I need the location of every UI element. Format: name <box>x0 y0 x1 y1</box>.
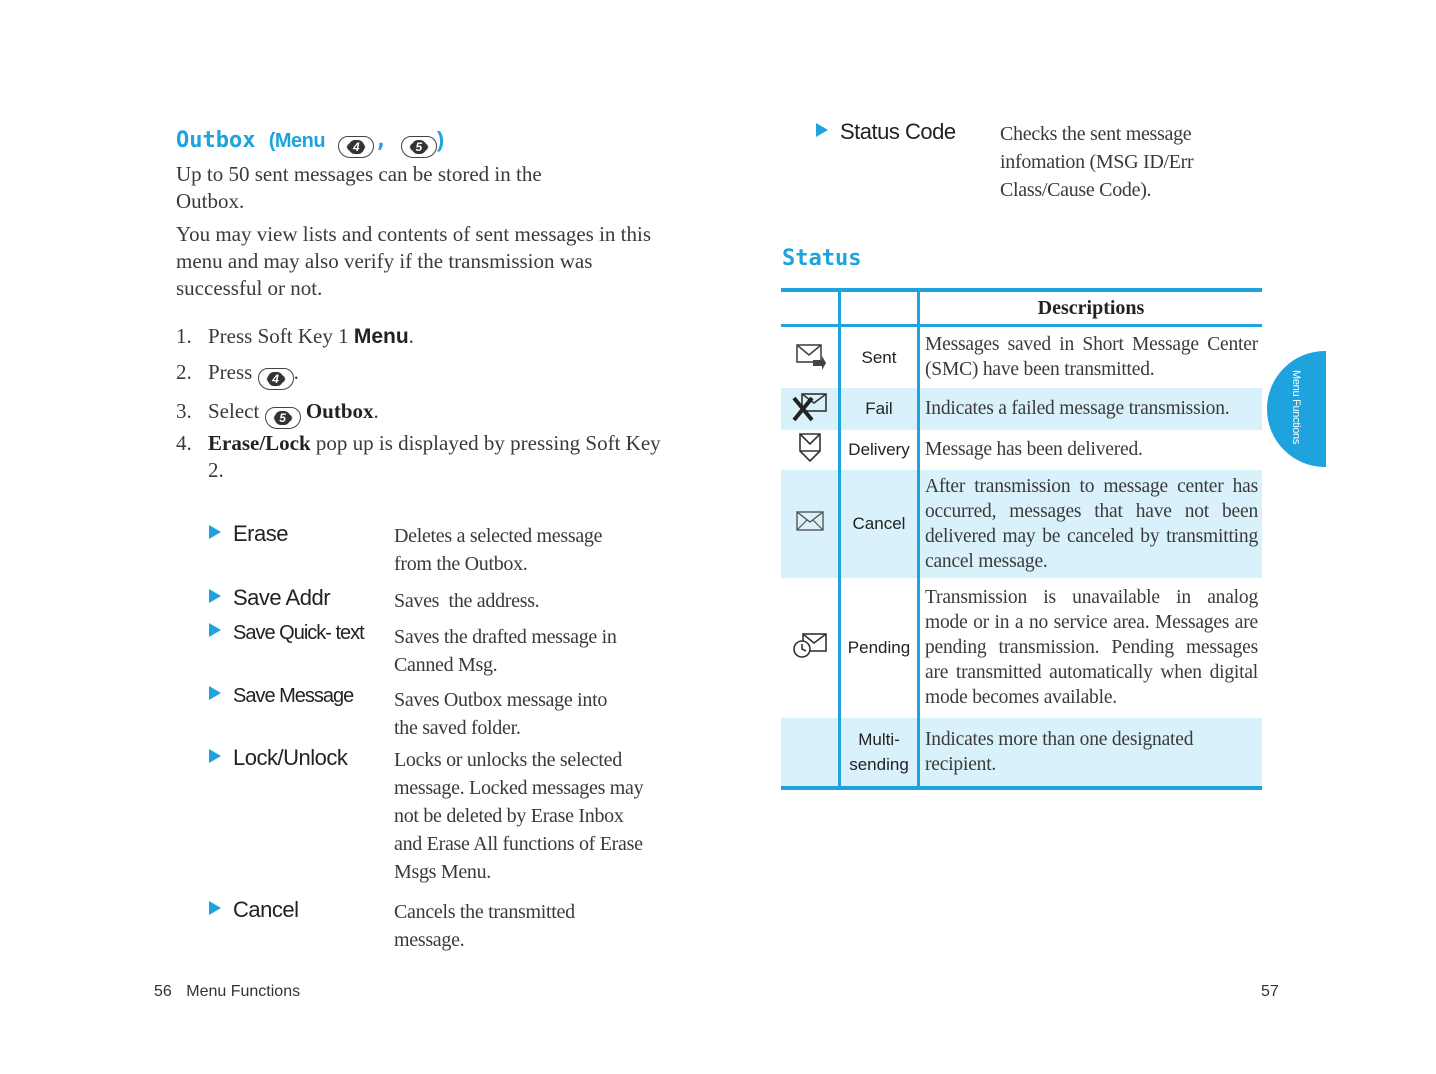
option-save-quick-text-desc: Saves the drafted message in Canned Msg. <box>394 626 617 676</box>
option-lock-unlock-desc: Locks or unlocks the selected message. Locked messages may not be deleted by Erase Inbox and Erase All functions of Erase Msgs Menu. <box>394 749 644 883</box>
status-desc-sent: Messages saved in Short Message Center (SMC) have been transmitted. <box>925 334 1258 381</box>
outbox-heading <box>176 127 444 158</box>
key-4-icon: 4 <box>258 368 294 390</box>
status-name-pending: Pending <box>840 578 919 718</box>
option-save-quick-text-label: Save Quick- text <box>209 622 364 645</box>
arrow-right-icon <box>209 686 221 700</box>
step-3: 3. Select 5 Outbox. <box>176 398 636 429</box>
key-5-icon: 5 <box>265 407 301 429</box>
delivery-envelope-icon <box>795 431 825 463</box>
status-desc-pending: Transmission is unavailable in analog mode or in a no service area. Messages are pending transmission. Pending messages are transmitted automatically when digital mode becomes available. <box>925 587 1258 708</box>
intro-paragraph-1: Up to 50 sent messages can be stored in the Outbox. <box>176 162 542 213</box>
cancel-envelope-icon <box>795 509 825 533</box>
sent-envelope-icon <box>794 340 826 370</box>
table-row <box>781 718 1262 788</box>
key-4-icon: 4 <box>338 136 374 158</box>
arrow-right-icon <box>209 589 221 603</box>
option-save-addr-desc: Saves the address. <box>394 590 540 612</box>
status-name-delivery: Delivery <box>840 430 919 470</box>
status-table <box>781 288 1262 790</box>
table-header-row <box>781 290 1262 326</box>
step-2: 2. Press 4 . <box>176 359 636 390</box>
status-code-label: Status Code <box>816 119 956 145</box>
heading-comma: , <box>374 128 388 153</box>
status-desc-cancel: After transmission to message center has occurred, messages that have not been delivered may be canceled by transmitting cancel message. <box>919 470 1263 578</box>
option-erase-label: Erase <box>209 521 288 547</box>
table-header-descriptions: Descriptions <box>919 290 1263 326</box>
status-name-cancel: Cancel <box>840 470 919 578</box>
pending-envelope-icon <box>792 630 828 660</box>
option-lock-unlock-label: Lock/Unlock <box>209 745 347 771</box>
arrow-right-icon <box>209 525 221 539</box>
option-save-message-desc: Saves Outbox message into the saved folder. <box>394 689 608 739</box>
option-cancel-desc: Cancels the transmitted message. <box>394 901 575 951</box>
option-erase-desc: Deletes a selected message from the Outbox. <box>394 525 603 575</box>
table-row <box>781 430 1262 470</box>
status-code-desc: Checks the sent message infomation (MSG ID/Err Class/Cause Code). <box>1000 123 1194 201</box>
arrow-right-icon <box>816 123 828 137</box>
arrow-right-icon <box>209 901 221 915</box>
table-row <box>781 388 1262 430</box>
status-name-sent: Sent <box>840 326 919 388</box>
arrow-right-icon <box>209 623 221 637</box>
status-desc-delivery: Message has been delivered. <box>925 439 1143 460</box>
right-page-number: 57 <box>1261 983 1279 1000</box>
intro-paragraph-2: You may view lists and contents of sent messages in this menu and may also verify if the transmission was successful or not. <box>176 222 652 300</box>
step-1: 1. Press Soft Key 1 Menu. <box>176 324 414 348</box>
step-4: 4. Erase/Lock pop up is displayed by pressing Soft Key 2. <box>176 431 661 482</box>
table-row <box>781 470 1262 578</box>
fail-envelope-icon <box>792 390 828 422</box>
heading-close: ) <box>436 127 445 152</box>
left-footer-text: Menu Functions <box>186 983 301 1000</box>
option-save-addr-label: Save Addr <box>209 585 330 611</box>
option-cancel-label: Cancel <box>209 897 298 923</box>
key-5-icon: 5 <box>401 136 437 158</box>
left-page-number: 56 <box>154 983 172 1000</box>
heading-title: Outbox <box>176 128 256 153</box>
option-save-message-label: Save Message <box>209 685 353 708</box>
side-tab-label: Menu Functions <box>1290 370 1302 445</box>
status-heading: Status <box>782 246 862 271</box>
left-footer <box>154 983 300 1001</box>
status-name-fail: Fail <box>840 388 919 430</box>
table-row <box>781 326 1262 388</box>
status-desc-multi-sending: Indicates more than one designated recipient. <box>919 718 1263 788</box>
table-row <box>781 578 1262 718</box>
heading-menu: (Menu <box>268 130 326 152</box>
status-desc-fail: Indicates a failed message transmission. <box>919 388 1263 430</box>
status-name-multi-sending: Multi- sending <box>840 718 919 788</box>
arrow-right-icon <box>209 749 221 763</box>
